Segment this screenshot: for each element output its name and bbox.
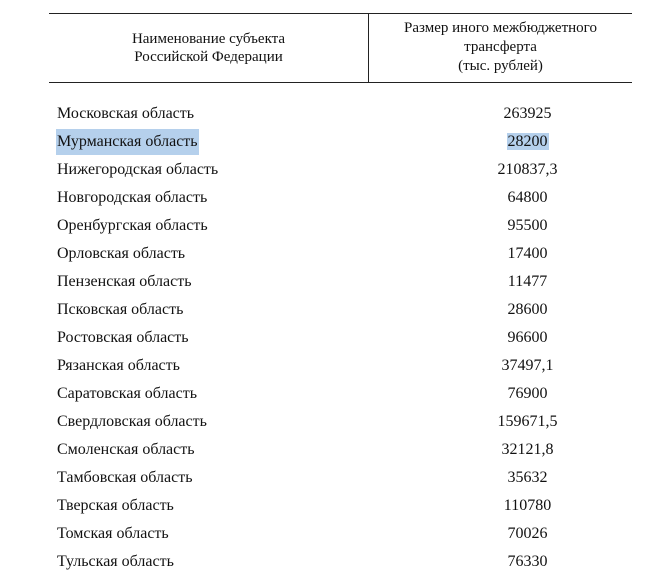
region-name[interactable]: Ростовская область <box>57 329 189 346</box>
table-row <box>0 297 670 325</box>
region-name[interactable]: Тульская область <box>57 553 174 570</box>
region-name[interactable]: Смоленская область <box>57 441 195 458</box>
region-name[interactable]: Пензенская область <box>57 273 192 290</box>
header-transfer-size <box>369 14 632 82</box>
region-name[interactable]: Саратовская область <box>57 385 198 402</box>
transfer-value[interactable]: 110780 <box>503 497 552 514</box>
transfer-value[interactable]: 17400 <box>507 245 548 262</box>
region-name[interactable]: Орловская область <box>57 245 186 262</box>
transfer-value[interactable]: 210837,3 <box>497 161 558 178</box>
table-row <box>0 465 670 493</box>
region-name[interactable]: Псковская область <box>57 301 184 318</box>
table-row <box>0 157 670 185</box>
table-row-selected <box>0 129 670 157</box>
table-row <box>0 101 670 129</box>
table-row <box>0 269 670 297</box>
region-name[interactable]: Тверская область <box>57 497 174 514</box>
transfer-value[interactable]: 95500 <box>507 217 548 234</box>
region-name[interactable]: Мурманская область <box>56 129 199 155</box>
transfer-value[interactable]: 28200 <box>507 133 548 150</box>
transfer-value[interactable]: 76900 <box>507 385 548 402</box>
region-name[interactable]: Томская область <box>57 525 169 542</box>
transfer-value[interactable]: 11477 <box>507 273 548 290</box>
table-row <box>0 409 670 437</box>
table-header <box>49 13 632 83</box>
table-row <box>0 213 670 241</box>
table-row <box>0 549 670 577</box>
table-row <box>0 437 670 465</box>
transfer-value[interactable]: 28600 <box>507 301 548 318</box>
transfer-value[interactable]: 70026 <box>507 525 548 542</box>
transfer-value[interactable]: 76330 <box>507 553 548 570</box>
table-row <box>0 325 670 353</box>
table-row <box>0 381 670 409</box>
transfer-value[interactable]: 32121,8 <box>501 441 554 458</box>
table-row <box>0 493 670 521</box>
table-row <box>0 185 670 213</box>
region-name[interactable]: Нижегородская область <box>57 161 219 178</box>
region-name[interactable]: Новгородская область <box>57 189 208 206</box>
region-name[interactable]: Рязанская область <box>57 357 180 374</box>
table-row <box>0 521 670 549</box>
header-subject-line-1: Наименование субъекта <box>131 31 286 47</box>
header-subject-name <box>49 14 368 82</box>
transfer-value[interactable]: 96600 <box>507 329 548 346</box>
region-name[interactable]: Тамбовская область <box>57 469 193 486</box>
transfer-value[interactable]: 263925 <box>503 105 552 122</box>
transfer-value[interactable]: 64800 <box>507 189 548 206</box>
transfer-value[interactable]: 159671,5 <box>497 413 558 430</box>
table-row <box>0 353 670 381</box>
transfer-value[interactable]: 35632 <box>507 469 548 486</box>
region-name[interactable]: Московская область <box>57 105 195 122</box>
table-body <box>0 101 670 577</box>
header-transfer-line-3: (тыс. рублей) <box>458 58 543 74</box>
table-row <box>0 241 670 269</box>
header-subject-line-2: Российской Федерации <box>134 49 283 65</box>
region-name[interactable]: Свердловская область <box>57 413 207 430</box>
region-name[interactable]: Оренбургская область <box>57 217 208 234</box>
transfer-value[interactable]: 37497,1 <box>501 357 554 374</box>
header-transfer-line-1: Размер иного межбюджетного <box>404 20 597 36</box>
header-transfer-line-2: трансферта <box>464 39 537 55</box>
